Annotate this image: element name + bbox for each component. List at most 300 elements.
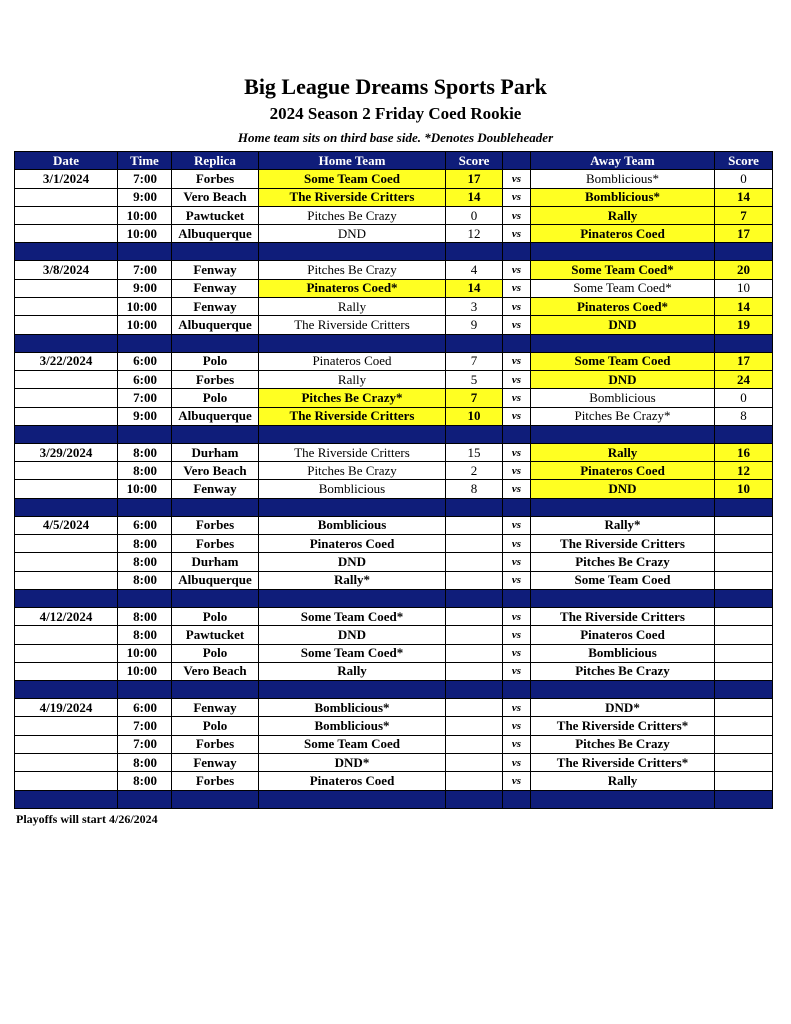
game-time: 7:00 (118, 170, 172, 188)
home-score (446, 535, 503, 553)
separator-cell (715, 425, 773, 443)
home-score: 9 (446, 316, 503, 334)
home-team: Pitches Be Crazy (259, 206, 446, 224)
home-team: Rally (259, 662, 446, 680)
separator-cell (259, 425, 446, 443)
home-team: Rally (259, 298, 446, 316)
vs-label: vs (503, 699, 531, 717)
away-team: Some Team Coed* (531, 261, 715, 279)
game-row (15, 352, 773, 370)
home-team: Rally (259, 370, 446, 388)
away-team: Pinateros Coed (531, 225, 715, 243)
home-team: The Riverside Critters (259, 316, 446, 334)
away-score (715, 571, 773, 589)
separator-cell (259, 790, 446, 808)
vs-label: vs (503, 261, 531, 279)
separator-cell (715, 681, 773, 699)
game-row (15, 535, 773, 553)
separator-cell (172, 498, 259, 516)
week-separator (15, 681, 773, 699)
separator-cell (15, 589, 118, 607)
separator-cell (503, 334, 531, 352)
home-score: 7 (446, 389, 503, 407)
game-row (15, 607, 773, 625)
field-replica: Fenway (172, 279, 259, 297)
separator-cell (531, 498, 715, 516)
game-date: 3/1/2024 (15, 170, 118, 188)
home-team: Some Team Coed (259, 735, 446, 753)
home-team: Pinateros Coed (259, 535, 446, 553)
away-score: 0 (715, 170, 773, 188)
vs-label: vs (503, 735, 531, 753)
away-team: Pinateros Coed (531, 626, 715, 644)
schedule-body (15, 170, 773, 808)
home-score (446, 607, 503, 625)
separator-cell (259, 498, 446, 516)
separator-cell (118, 589, 172, 607)
game-time: 8:00 (118, 772, 172, 790)
away-team: Pinateros Coed* (531, 298, 715, 316)
home-score (446, 699, 503, 717)
column-header-replica: Replica (172, 152, 259, 170)
home-team: The Riverside Critters (259, 407, 446, 425)
game-date (15, 735, 118, 753)
home-score: 8 (446, 480, 503, 498)
away-score: 10 (715, 480, 773, 498)
home-team: The Riverside Critters (259, 188, 446, 206)
game-time: 10:00 (118, 662, 172, 680)
home-score (446, 553, 503, 571)
field-replica: Vero Beach (172, 462, 259, 480)
column-header-time: Time (118, 152, 172, 170)
game-row (15, 735, 773, 753)
separator-cell (118, 243, 172, 261)
home-team: Pitches Be Crazy (259, 261, 446, 279)
home-team: Pitches Be Crazy* (259, 389, 446, 407)
separator-cell (172, 425, 259, 443)
away-team: DND (531, 370, 715, 388)
vs-label: vs (503, 553, 531, 571)
away-team: Pinateros Coed (531, 462, 715, 480)
game-date (15, 389, 118, 407)
home-team: Bomblicious (259, 480, 446, 498)
away-team: The Riverside Critters* (531, 754, 715, 772)
home-team: Some Team Coed* (259, 644, 446, 662)
home-score (446, 644, 503, 662)
vs-label: vs (503, 462, 531, 480)
away-team: DND* (531, 699, 715, 717)
game-time: 8:00 (118, 553, 172, 571)
away-team: The Riverside Critters (531, 607, 715, 625)
separator-cell (259, 681, 446, 699)
separator-cell (15, 498, 118, 516)
away-team: Pitches Be Crazy (531, 662, 715, 680)
field-replica: Vero Beach (172, 662, 259, 680)
separator-cell (715, 790, 773, 808)
game-date (15, 480, 118, 498)
game-row (15, 571, 773, 589)
away-score: 12 (715, 462, 773, 480)
separator-cell (446, 681, 503, 699)
week-separator (15, 243, 773, 261)
game-date: 3/22/2024 (15, 352, 118, 370)
away-team: Bomblicious* (531, 188, 715, 206)
field-replica: Albuquerque (172, 225, 259, 243)
vs-label: vs (503, 188, 531, 206)
column-header-vs (503, 152, 531, 170)
field-replica: Albuquerque (172, 407, 259, 425)
column-header-home-team: Home Team (259, 152, 446, 170)
game-date (15, 407, 118, 425)
separator-cell (503, 589, 531, 607)
game-row (15, 699, 773, 717)
field-replica: Forbes (172, 772, 259, 790)
game-time: 10:00 (118, 644, 172, 662)
vs-label: vs (503, 407, 531, 425)
game-time: 10:00 (118, 298, 172, 316)
field-replica: Pawtucket (172, 626, 259, 644)
home-team: Pinateros Coed* (259, 279, 446, 297)
game-row (15, 225, 773, 243)
week-separator (15, 425, 773, 443)
separator-cell (503, 681, 531, 699)
game-row (15, 717, 773, 735)
field-replica: Durham (172, 443, 259, 461)
game-date: 4/19/2024 (15, 699, 118, 717)
game-row (15, 480, 773, 498)
game-date (15, 225, 118, 243)
home-team: DND (259, 225, 446, 243)
home-team: Pitches Be Crazy (259, 462, 446, 480)
home-score (446, 772, 503, 790)
away-score: 16 (715, 443, 773, 461)
separator-cell (118, 498, 172, 516)
away-team: Pitches Be Crazy (531, 553, 715, 571)
game-time: 6:00 (118, 699, 172, 717)
game-time: 8:00 (118, 571, 172, 589)
home-score: 15 (446, 443, 503, 461)
away-score: 7 (715, 206, 773, 224)
away-score (715, 644, 773, 662)
separator-cell (118, 790, 172, 808)
home-team: DND* (259, 754, 446, 772)
game-time: 8:00 (118, 443, 172, 461)
game-date: 3/29/2024 (15, 443, 118, 461)
game-row (15, 553, 773, 571)
separator-cell (259, 589, 446, 607)
away-score: 19 (715, 316, 773, 334)
away-team: Bomblicious (531, 644, 715, 662)
home-team: The Riverside Critters (259, 443, 446, 461)
game-row (15, 316, 773, 334)
away-score (715, 772, 773, 790)
away-score (715, 717, 773, 735)
game-row (15, 279, 773, 297)
game-time: 7:00 (118, 717, 172, 735)
home-score: 0 (446, 206, 503, 224)
game-row (15, 407, 773, 425)
home-score: 12 (446, 225, 503, 243)
away-score: 14 (715, 188, 773, 206)
vs-label: vs (503, 225, 531, 243)
vs-label: vs (503, 516, 531, 534)
away-score: 24 (715, 370, 773, 388)
week-separator (15, 498, 773, 516)
game-time: 8:00 (118, 462, 172, 480)
away-team: Pitches Be Crazy (531, 735, 715, 753)
separator-cell (531, 334, 715, 352)
separator-cell (118, 681, 172, 699)
home-team: Pinateros Coed (259, 352, 446, 370)
separator-cell (715, 498, 773, 516)
game-row (15, 206, 773, 224)
field-replica: Forbes (172, 535, 259, 553)
field-replica: Forbes (172, 170, 259, 188)
game-date (15, 644, 118, 662)
vs-label: vs (503, 607, 531, 625)
field-replica: Durham (172, 553, 259, 571)
field-replica: Pawtucket (172, 206, 259, 224)
field-replica: Vero Beach (172, 188, 259, 206)
schedule-note: Home team sits on third base side. *Denotes Doubleheader (237, 130, 554, 145)
game-time: 7:00 (118, 735, 172, 753)
column-header-date: Date (15, 152, 118, 170)
separator-cell (446, 589, 503, 607)
home-score: 3 (446, 298, 503, 316)
away-score: 20 (715, 261, 773, 279)
game-row (15, 754, 773, 772)
home-score (446, 735, 503, 753)
vs-label: vs (503, 535, 531, 553)
game-date (15, 188, 118, 206)
away-score: 10 (715, 279, 773, 297)
separator-cell (15, 790, 118, 808)
field-replica: Polo (172, 644, 259, 662)
home-team: Bomblicious (259, 516, 446, 534)
game-time: 10:00 (118, 480, 172, 498)
home-score: 4 (446, 261, 503, 279)
away-score (715, 553, 773, 571)
separator-cell (531, 790, 715, 808)
column-header-home-score: Score (446, 152, 503, 170)
separator-cell (446, 334, 503, 352)
game-time: 10:00 (118, 225, 172, 243)
vs-label: vs (503, 772, 531, 790)
separator-cell (715, 243, 773, 261)
separator-cell (503, 425, 531, 443)
game-row (15, 644, 773, 662)
game-date (15, 662, 118, 680)
away-score: 14 (715, 298, 773, 316)
vs-label: vs (503, 298, 531, 316)
game-row (15, 443, 773, 461)
home-score (446, 626, 503, 644)
separator-cell (446, 790, 503, 808)
vs-label: vs (503, 662, 531, 680)
vs-label: vs (503, 352, 531, 370)
away-team: Pitches Be Crazy* (531, 407, 715, 425)
home-score (446, 516, 503, 534)
game-date (15, 626, 118, 644)
game-date (15, 298, 118, 316)
home-score: 5 (446, 370, 503, 388)
game-row (15, 261, 773, 279)
field-replica: Polo (172, 389, 259, 407)
game-date: 4/5/2024 (15, 516, 118, 534)
game-row (15, 772, 773, 790)
page-title: Big League Dreams Sports Park (244, 74, 547, 99)
vs-label: vs (503, 571, 531, 589)
week-separator (15, 589, 773, 607)
schedule-table (14, 151, 773, 809)
separator-cell (531, 589, 715, 607)
home-team: DND (259, 553, 446, 571)
away-team: Some Team Coed (531, 571, 715, 589)
away-score: 8 (715, 407, 773, 425)
home-team: Some Team Coed (259, 170, 446, 188)
game-row (15, 662, 773, 680)
table-header-row (15, 152, 773, 170)
field-replica: Fenway (172, 754, 259, 772)
playoffs-note: Playoffs will start 4/26/2024 (16, 812, 158, 826)
home-score (446, 754, 503, 772)
game-date (15, 206, 118, 224)
page-subtitle: 2024 Season 2 Friday Coed Rookie (269, 104, 522, 123)
game-time: 6:00 (118, 352, 172, 370)
game-time: 10:00 (118, 316, 172, 334)
separator-cell (172, 243, 259, 261)
game-time: 8:00 (118, 754, 172, 772)
field-replica: Fenway (172, 480, 259, 498)
separator-cell (15, 243, 118, 261)
home-score (446, 571, 503, 589)
game-date (15, 717, 118, 735)
vs-label: vs (503, 480, 531, 498)
separator-cell (446, 425, 503, 443)
away-team: Rally (531, 443, 715, 461)
game-date (15, 370, 118, 388)
game-row (15, 188, 773, 206)
field-replica: Forbes (172, 735, 259, 753)
separator-cell (259, 243, 446, 261)
home-team: Pinateros Coed (259, 772, 446, 790)
game-date: 4/12/2024 (15, 607, 118, 625)
game-date (15, 571, 118, 589)
away-score (715, 662, 773, 680)
field-replica: Forbes (172, 370, 259, 388)
game-row (15, 298, 773, 316)
separator-cell (715, 589, 773, 607)
home-score (446, 717, 503, 735)
game-time: 9:00 (118, 188, 172, 206)
away-score (715, 607, 773, 625)
vs-label: vs (503, 717, 531, 735)
separator-cell (259, 334, 446, 352)
separator-cell (531, 425, 715, 443)
vs-label: vs (503, 206, 531, 224)
game-time: 9:00 (118, 279, 172, 297)
vs-label: vs (503, 443, 531, 461)
home-team: Some Team Coed* (259, 607, 446, 625)
field-replica: Albuquerque (172, 571, 259, 589)
away-score (715, 699, 773, 717)
away-team: Rally (531, 772, 715, 790)
game-time: 6:00 (118, 370, 172, 388)
separator-cell (15, 681, 118, 699)
game-date (15, 754, 118, 772)
away-score: 17 (715, 352, 773, 370)
vs-label: vs (503, 389, 531, 407)
away-team: Rally* (531, 516, 715, 534)
away-score (715, 535, 773, 553)
away-team: Some Team Coed* (531, 279, 715, 297)
home-team: Bomblicious* (259, 699, 446, 717)
away-team: Bomblicious* (531, 170, 715, 188)
home-team: Bomblicious* (259, 717, 446, 735)
home-score: 7 (446, 352, 503, 370)
away-score (715, 754, 773, 772)
game-date (15, 316, 118, 334)
game-time: 7:00 (118, 261, 172, 279)
game-date (15, 772, 118, 790)
away-score (715, 626, 773, 644)
field-replica: Polo (172, 717, 259, 735)
home-score: 2 (446, 462, 503, 480)
vs-label: vs (503, 754, 531, 772)
away-score: 17 (715, 225, 773, 243)
away-team: DND (531, 316, 715, 334)
separator-cell (446, 498, 503, 516)
field-replica: Fenway (172, 298, 259, 316)
away-team: Rally (531, 206, 715, 224)
game-date (15, 553, 118, 571)
vs-label: vs (503, 279, 531, 297)
separator-cell (503, 243, 531, 261)
separator-cell (715, 334, 773, 352)
field-replica: Albuquerque (172, 316, 259, 334)
vs-label: vs (503, 316, 531, 334)
home-team: DND (259, 626, 446, 644)
game-date (15, 279, 118, 297)
week-separator (15, 334, 773, 352)
home-score (446, 662, 503, 680)
game-date (15, 462, 118, 480)
separator-cell (118, 425, 172, 443)
game-date: 3/8/2024 (15, 261, 118, 279)
away-score (715, 516, 773, 534)
field-replica: Fenway (172, 261, 259, 279)
away-team: The Riverside Critters* (531, 717, 715, 735)
game-row (15, 462, 773, 480)
away-team: Some Team Coed (531, 352, 715, 370)
separator-cell (531, 681, 715, 699)
field-replica: Fenway (172, 699, 259, 717)
home-score: 14 (446, 279, 503, 297)
game-row (15, 389, 773, 407)
separator-cell (172, 681, 259, 699)
separator-cell (15, 334, 118, 352)
column-header-away-score: Score (715, 152, 773, 170)
game-time: 8:00 (118, 607, 172, 625)
vs-label: vs (503, 644, 531, 662)
home-team: Rally* (259, 571, 446, 589)
separator-cell (531, 243, 715, 261)
away-score: 0 (715, 389, 773, 407)
game-time: 10:00 (118, 206, 172, 224)
separator-cell (503, 790, 531, 808)
game-row (15, 370, 773, 388)
home-score: 10 (446, 407, 503, 425)
